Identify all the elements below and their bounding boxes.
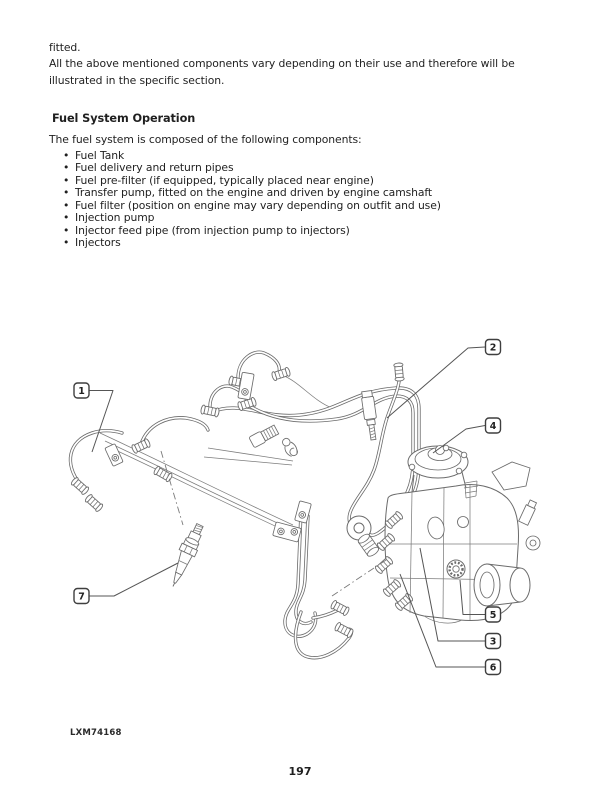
list-intro: The fuel system is composed of the following components: xyxy=(49,133,362,146)
injector-axis-line xyxy=(161,451,183,525)
hydraulic-head xyxy=(474,564,530,606)
svg-text:7: 7 xyxy=(78,591,85,603)
components-list xyxy=(63,150,563,250)
component-item: • Fuel filter (position on engine may vary depending on outfit and use) xyxy=(63,200,563,212)
svg-text:6: 6 xyxy=(489,662,497,674)
injector-pipes-drawing xyxy=(70,352,419,658)
component-item: • Injection pump xyxy=(63,212,563,224)
section-heading: Fuel System Operation xyxy=(52,112,196,125)
union-fitting xyxy=(249,424,279,448)
leader-line-7 xyxy=(90,563,179,596)
pipe-clamp-with-stud xyxy=(361,390,380,440)
figure-code: LXM74168 xyxy=(70,728,122,738)
component-item: • Fuel Tank xyxy=(63,150,563,162)
leader-line-2 xyxy=(387,347,485,418)
top-paragraph xyxy=(49,40,571,89)
component-item: • Fuel delivery and return pipes xyxy=(63,162,563,174)
paragraph-components-note: All the above mentioned components vary depending on their use and therefore will be illustrated in the specific section. xyxy=(49,57,515,87)
page-number: 197 xyxy=(288,765,312,778)
callout-3 xyxy=(486,634,501,649)
pump-port xyxy=(530,540,536,546)
callout-1 xyxy=(74,383,89,398)
pipe-clamp xyxy=(238,372,254,400)
pump-bracket xyxy=(492,462,530,490)
pipe-clamp xyxy=(105,444,123,467)
callout-7 xyxy=(74,589,89,604)
svg-text:4: 4 xyxy=(489,420,497,432)
svg-text:1: 1 xyxy=(78,385,85,397)
component-item: • Injectors xyxy=(63,237,563,249)
svg-text:2: 2 xyxy=(489,342,497,354)
knurled-fitting xyxy=(447,560,465,578)
injector-drawing xyxy=(164,521,208,589)
component-item: • Transfer pump, fitted on the engine and driven by engine camshaft xyxy=(63,187,563,199)
pipe-clamp xyxy=(273,522,302,542)
fuel-system-diagram xyxy=(55,330,545,710)
callout-2 xyxy=(486,340,501,355)
svg-text:5: 5 xyxy=(489,609,497,621)
callout-5 xyxy=(486,607,501,622)
injection-pump-drawing xyxy=(374,445,540,623)
callout-4 xyxy=(486,418,501,433)
fuel-system-figure xyxy=(55,330,545,710)
svg-text:3: 3 xyxy=(489,636,497,648)
component-item: • Fuel pre-filter (if equipped, typically placed near engine) xyxy=(63,175,563,187)
paragraph-line-fitted: fitted. xyxy=(49,41,81,54)
callout-6 xyxy=(486,660,501,675)
banjo-fitting xyxy=(347,516,380,558)
component-item: • Injector feed pipe (from injection pump to injectors) xyxy=(63,225,563,237)
retaining-clip xyxy=(280,436,299,458)
pump-side-fitting xyxy=(519,499,538,525)
